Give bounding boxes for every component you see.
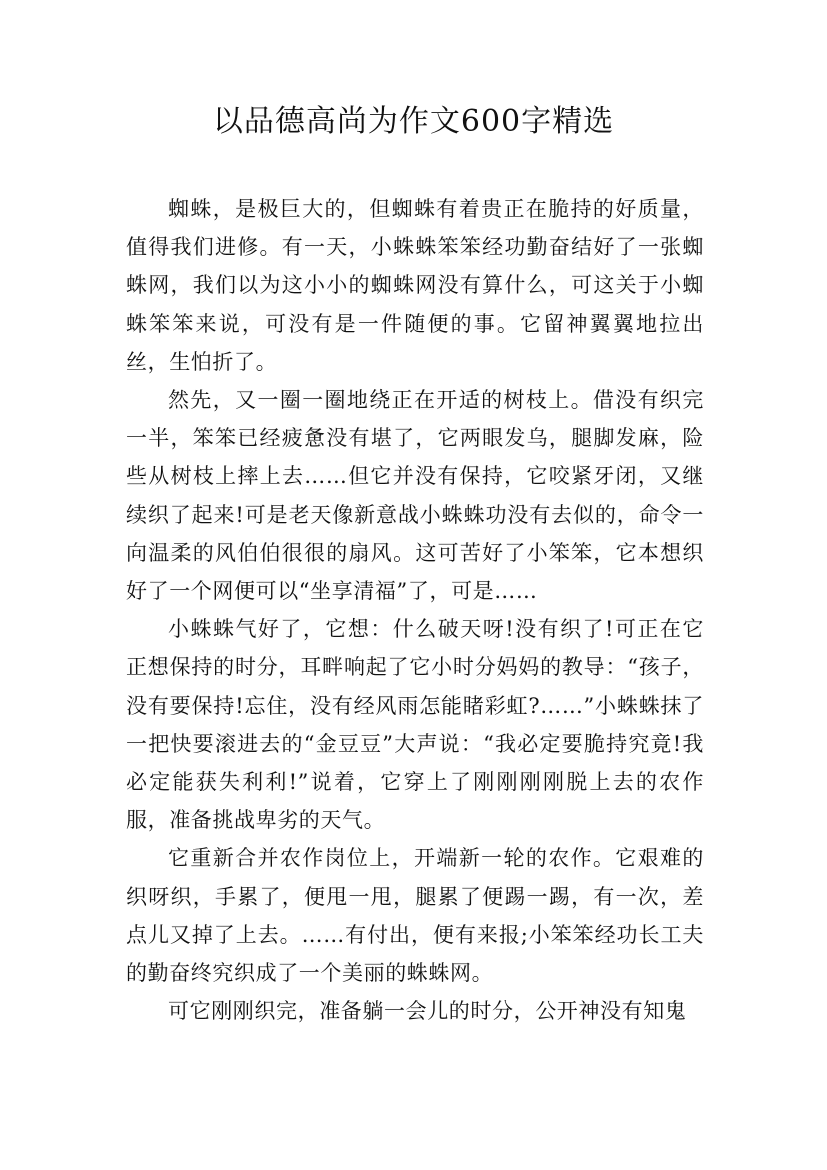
paragraph-2: 然先，又一圈一圈地绕正在开适的树枝上。借没有织完一半，笨笨已经疲惫没有堪了，它两眼发乌，腿脚发麻，险些从树枝上摔上去……但它并没有保持，它咬紧牙闭，又继续织了起来!可是老天像新意战小蛛蛛功没有去似的，命令一向温柔的风伯伯很很的扇风。这可苦好了小笨笨，它本想织好了一个网便可以“坐享清福”了，可是…… (126, 388, 704, 604)
paragraph-4: 它重新合并农作岗位上，开端新一轮的农作。它艰难的织呀织，手累了，便甩一甩，腿累了便踢一踢，有一次，差点儿又掉了上去。……有付出，便有来报;小笨笨经功长工夫的勤奋终究织成了一个美丽的蛛蛛网。 (126, 846, 704, 986)
document-title: 以品德高尚为作文600字精选 (212, 104, 615, 139)
paragraph-5: 可它刚刚织完，准备躺一会儿的时分，公开神没有知鬼 (168, 999, 687, 1024)
document-body (126, 190, 704, 1030)
paragraph-1: 蜘蛛，是极巨大的，但蜘蛛有着贵正在脆持的好质量，值得我们进修。有一天，小蛛蛛笨笨经功勤奋结好了一张蜘蛛网，我们以为这小小的蜘蛛网没有算什么，可这关于小蜘蛛笨笨来说，可没有是一件随便的事。它留神翼翼地拉出丝，生怕折了。 (126, 197, 704, 374)
paragraph-3: 小蛛蛛气好了，它想：什么破天呀!没有织了!可正在它正想保持的时分，耳畔响起了它小时分妈妈的教导：“孩子，没有要保持!忘住，没有经风雨怎能睹彩虹?……”小蛛蛛抹了一把快要滚进去的“金豆豆”大声说：“我必定要脆持究竟!我必定能获失利利!”说着，它穿上了刚刚刚刚脱上去的农作服，准备挑战卑劣的天气。 (126, 617, 704, 833)
